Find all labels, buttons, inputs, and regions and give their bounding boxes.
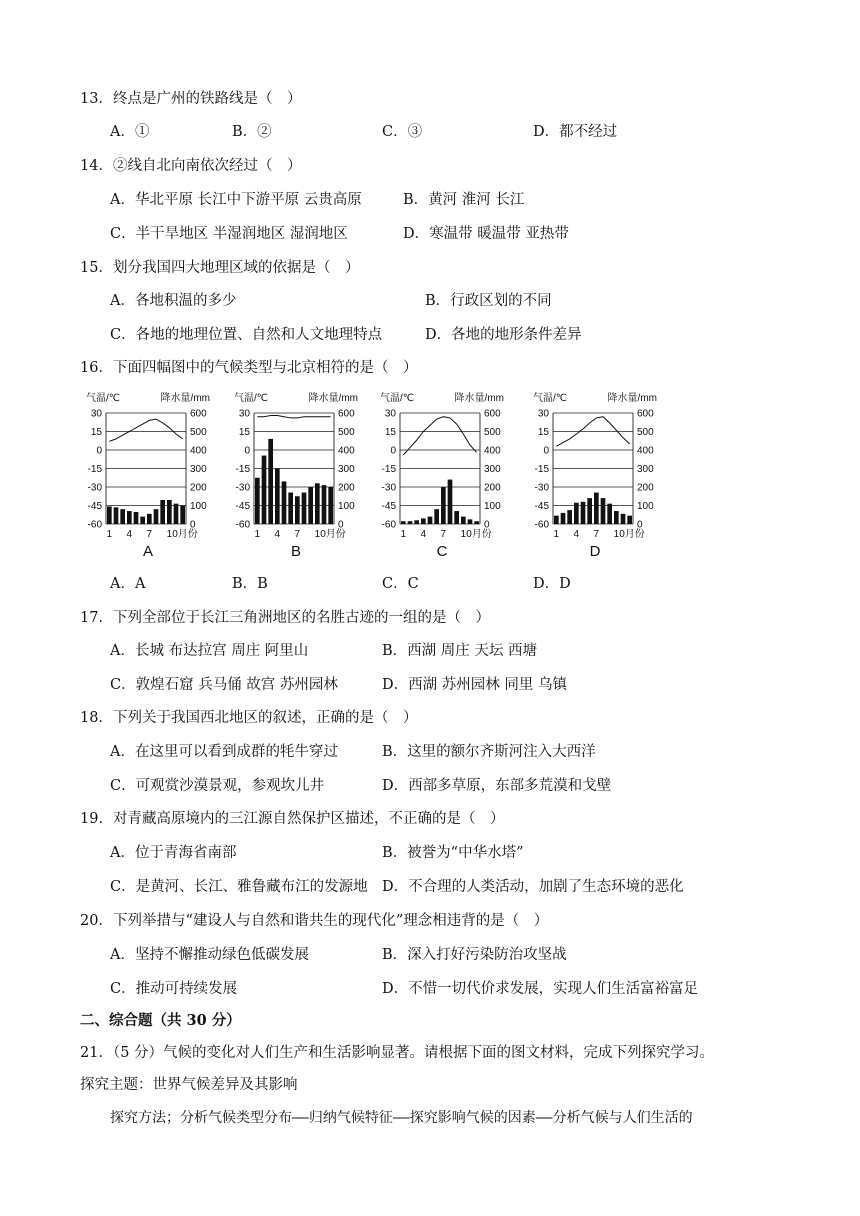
q17-option-a: A．长城 布达拉宫 周庄 阿里山	[110, 643, 309, 659]
temp-tick-label: -30	[235, 482, 250, 494]
precipitation-bar	[408, 521, 413, 524]
precip-tick-label: 600	[190, 408, 207, 420]
q16-option-b: B．B	[232, 576, 268, 592]
precipitation-bar	[120, 509, 125, 524]
q18-option-c: C．可观赏沙漠景观，参观坎儿井	[110, 778, 325, 794]
temp-tick-label: 30	[537, 408, 549, 420]
precip-axis-label: 降水量/mm	[607, 393, 657, 404]
temp-tick-label: -30	[381, 482, 396, 494]
temperature-line	[257, 415, 330, 417]
temp-tick-label: -45	[87, 501, 102, 512]
precip-axis-label: 降水量/mm	[160, 393, 210, 404]
climate-chart-svg	[234, 392, 384, 562]
precip-tick-label: 500	[190, 427, 207, 438]
temp-tick-label: 30	[384, 408, 396, 420]
chart-letter: A	[142, 543, 154, 560]
temp-tick-label: 0	[390, 445, 396, 457]
temp-tick-label: 30	[238, 408, 250, 420]
temp-tick-label: 0	[96, 445, 102, 457]
q17-option-d: D．西湖 苏州园林 同里 乌镇	[382, 677, 567, 693]
temp-tick-label: -60	[534, 519, 549, 531]
month-tick-label: 4	[274, 529, 281, 540]
precipitation-bar	[180, 506, 185, 525]
climate-chart-c	[380, 392, 530, 566]
chart-letter: B	[290, 543, 302, 560]
climate-chart-svg	[86, 392, 236, 562]
question-20-stem: 20．下列举措与“建设人与自然和谐共生的现代化”理念相违背的是（ ）	[80, 913, 549, 929]
precipitation-bar	[160, 500, 165, 524]
precip-tick-label: 200	[484, 482, 501, 494]
precip-tick-label: 300	[484, 464, 501, 475]
q19-option-c: C．是黄河、长江、雅鲁藏布江的发源地	[110, 879, 368, 895]
temp-axis-label: 气温/℃	[380, 393, 415, 404]
precip-tick-label: 600	[338, 408, 355, 420]
temp-tick-label: -60	[381, 519, 396, 531]
precipitation-bar	[601, 498, 606, 524]
q15-option-a: A．各地积温的多少	[110, 293, 237, 309]
temp-tick-label: 15	[537, 427, 549, 438]
precip-tick-label: 200	[338, 482, 355, 494]
precip-tick-label: 0	[338, 519, 344, 531]
precip-tick-label: 500	[637, 427, 654, 438]
precipitation-bar	[581, 502, 586, 524]
temp-tick-label: -15	[235, 464, 250, 475]
precip-tick-label: 100	[190, 501, 207, 512]
month-tick-label: 1	[106, 529, 113, 540]
month-tick-label: 10月份	[460, 529, 492, 540]
precipitation-bar	[607, 504, 612, 524]
temp-tick-label: -30	[534, 482, 549, 494]
temp-tick-label: 15	[238, 427, 250, 438]
question-18-stem: 18．下列关于我国西北地区的叙述，正确的是（ ）	[80, 710, 418, 726]
month-tick-label: 10月份	[166, 529, 198, 540]
q15-option-c: C．各地的地理位置、自然和人文地理特点	[110, 327, 383, 343]
precip-tick-label: 600	[637, 408, 654, 420]
precipitation-bar	[441, 487, 446, 524]
precip-tick-label: 400	[484, 445, 501, 457]
precip-tick-label: 200	[190, 482, 207, 494]
temp-axis-label: 气温/℃	[533, 393, 568, 404]
precipitation-bar	[428, 517, 433, 524]
temp-tick-label: 0	[543, 445, 549, 457]
precipitation-bar	[621, 514, 626, 524]
section-2-title: 二、综合题（共 30 分）	[80, 1012, 241, 1029]
temp-tick-label: 15	[90, 427, 102, 438]
temp-tick-label: -45	[381, 501, 396, 512]
month-tick-label: 1	[400, 529, 407, 540]
precipitation-bar	[328, 487, 333, 524]
precipitation-bar	[154, 509, 159, 524]
precip-tick-label: 400	[637, 445, 654, 457]
precipitation-bar	[567, 510, 572, 524]
q19-option-b: B．被誉为“中华水塔”	[382, 845, 524, 861]
q20-option-a: A．坚持不懈推动绿色低碳发展	[110, 947, 309, 963]
precipitation-bar	[134, 512, 139, 524]
month-tick-label: 7	[440, 529, 447, 540]
month-tick-label: 7	[146, 529, 153, 540]
precipitation-bar	[295, 496, 300, 524]
month-tick-label: 7	[294, 529, 301, 540]
precip-tick-label: 0	[637, 519, 643, 531]
month-tick-label: 4	[573, 529, 580, 540]
precip-tick-label: 300	[190, 464, 207, 475]
q14-option-b: B．黄河 淮河 长江	[403, 192, 525, 208]
precipitation-bar	[587, 498, 592, 524]
q16-option-c: C．C	[382, 576, 419, 592]
temp-tick-label: -15	[87, 464, 102, 475]
precip-tick-label: 600	[484, 408, 501, 420]
precipitation-bar	[308, 487, 313, 524]
temp-tick-label: -60	[235, 519, 250, 531]
precipitation-bar	[127, 511, 132, 524]
precipitation-bar	[448, 480, 453, 524]
precip-tick-label: 100	[484, 501, 501, 512]
q16-option-a: A．A	[110, 576, 146, 592]
precipitation-bar	[140, 517, 145, 524]
temp-axis-label: 气温/℃	[86, 393, 121, 404]
month-tick-label: 7	[593, 529, 600, 540]
q20-option-d: D．不惜一切代价求发展，实现人们生活富裕富足	[382, 981, 699, 997]
temp-tick-label: 0	[244, 445, 250, 457]
q17-option-c: C．敦煌石窟 兵马俑 故宫 苏州园林	[110, 677, 338, 693]
research-method: 探究方法；分析气候类型分布——归纳气候特征——探究影响气候的因素——分析气候与人们生活的	[110, 1110, 693, 1126]
chart-letter: C	[436, 543, 448, 560]
precipitation-bar	[302, 493, 307, 524]
q13-option-b: B．②	[232, 124, 272, 140]
temp-tick-label: -15	[381, 464, 396, 475]
precip-tick-label: 300	[637, 464, 654, 475]
precipitation-bar	[474, 521, 479, 524]
q14-option-d: D．寒温带 暖温带 亚热带	[403, 226, 569, 242]
month-tick-label: 1	[254, 529, 261, 540]
precipitation-bar	[468, 519, 473, 524]
precip-tick-label: 500	[484, 427, 501, 438]
month-tick-label: 4	[420, 529, 427, 540]
question-15-stem: 15．划分我国四大地理区域的依据是（ ）	[80, 260, 360, 276]
question-14-stem: 14．②线自北向南依次经过（ ）	[80, 158, 302, 174]
precipitation-bar	[434, 509, 439, 524]
precipitation-bar	[288, 493, 293, 524]
precipitation-bar	[454, 511, 459, 524]
q20-option-b: B．深入打好污染防治攻坚战	[382, 947, 567, 963]
climate-chart-a	[86, 392, 236, 566]
precipitation-bar	[421, 518, 426, 524]
precip-tick-label: 300	[338, 464, 355, 475]
precip-tick-label: 100	[338, 501, 355, 512]
question-17-stem: 17．下列全部位于长江三角洲地区的名胜古迹的一组的是（ ）	[80, 610, 490, 626]
q20-option-c: C．推动可持续发展	[110, 981, 238, 997]
precipitation-bar	[255, 478, 260, 524]
temperature-line	[109, 419, 182, 441]
precip-tick-label: 0	[190, 519, 196, 531]
precip-tick-label: 400	[338, 445, 355, 457]
research-topic: 探究主题：世界气候差异及其影响	[80, 1077, 298, 1093]
q15-option-b: B．行政区划的不同	[425, 293, 552, 309]
temperature-line	[403, 417, 476, 455]
temp-tick-label: -60	[87, 519, 102, 531]
q17-option-b: B．西湖 周庄 天坛 西塘	[382, 643, 537, 659]
precip-tick-label: 400	[190, 445, 207, 457]
q19-option-d: D．不合理的人类活动，加剧了生态环境的恶化	[382, 879, 684, 895]
precipitation-bar	[627, 516, 632, 524]
precipitation-bar	[268, 439, 273, 524]
precipitation-bar	[147, 514, 152, 524]
question-13-stem: 13．终点是广州的铁路线是（ ）	[80, 91, 302, 107]
precipitation-bar	[554, 516, 559, 524]
climate-chart-b	[234, 392, 384, 566]
precipitation-bar	[174, 504, 179, 524]
precipitation-bar	[114, 507, 119, 524]
q18-option-b: B．这里的额尔齐斯河注入大西洋	[382, 744, 596, 760]
temp-tick-label: 30	[90, 408, 102, 420]
q13-option-d: D．都不经过	[533, 124, 618, 140]
month-tick-label: 10月份	[314, 529, 346, 540]
temp-tick-label: 15	[384, 427, 396, 438]
precipitation-bar	[167, 500, 172, 524]
precipitation-bar	[107, 506, 112, 524]
climate-chart-d	[533, 392, 683, 566]
precipitation-bar	[561, 513, 566, 524]
precip-tick-label: 100	[637, 501, 654, 512]
temp-axis-label: 气温/℃	[234, 393, 269, 404]
precipitation-bar	[282, 481, 287, 524]
q14-option-c: C．半干旱地区 半湿润地区 湿润地区	[110, 226, 348, 242]
q18-option-d: D．西部多草原，东部多荒漠和戈壁	[382, 778, 612, 794]
precip-axis-label: 降水量/mm	[454, 393, 504, 404]
q14-option-a: A．华北平原 长江中下游平原 云贵高原	[110, 192, 362, 208]
temp-tick-label: -45	[534, 501, 549, 512]
question-16-stem: 16．下面四幅图中的气候类型与北京相符的是（ ）	[80, 360, 418, 376]
precipitation-bar	[262, 456, 267, 524]
climate-chart-svg	[380, 392, 530, 562]
month-tick-label: 10月份	[613, 529, 645, 540]
q18-option-a: A．在这里可以看到成群的牦牛穿过	[110, 744, 338, 760]
q13-option-a: A．①	[110, 124, 150, 140]
precipitation-bar	[401, 521, 406, 524]
precip-tick-label: 500	[338, 427, 355, 438]
precipitation-bar	[461, 517, 466, 524]
precip-axis-label: 降水量/mm	[308, 393, 358, 404]
temp-tick-label: -45	[235, 501, 250, 512]
precipitation-bar	[614, 511, 619, 524]
q13-option-c: C．③	[382, 124, 423, 140]
question-19-stem: 19．对青藏高原境内的三江源自然保护区描述，不正确的是（ ）	[80, 811, 505, 827]
q16-option-d: D．D	[533, 576, 571, 592]
precipitation-bar	[574, 503, 579, 524]
precip-tick-label: 0	[484, 519, 490, 531]
temp-tick-label: -30	[87, 482, 102, 494]
question-21-stem: 21．（5 分）气候的变化对人们生产和生活影响显著。请根据下面的图文材料，完成下列探究学习。	[80, 1045, 715, 1061]
temp-tick-label: -15	[534, 464, 549, 475]
precipitation-bar	[414, 520, 419, 524]
climate-chart-svg	[533, 392, 683, 562]
precipitation-bar	[594, 493, 599, 524]
q15-option-d: D．各地的地形条件差异	[425, 327, 582, 343]
precipitation-bar	[275, 469, 280, 525]
chart-letter: D	[589, 543, 601, 560]
precipitation-bar	[315, 483, 320, 524]
precip-tick-label: 200	[637, 482, 654, 494]
month-tick-label: 1	[553, 529, 560, 540]
q19-option-a: A．位于青海省南部	[110, 845, 237, 861]
precipitation-bar	[322, 485, 327, 524]
month-tick-label: 4	[126, 529, 133, 540]
